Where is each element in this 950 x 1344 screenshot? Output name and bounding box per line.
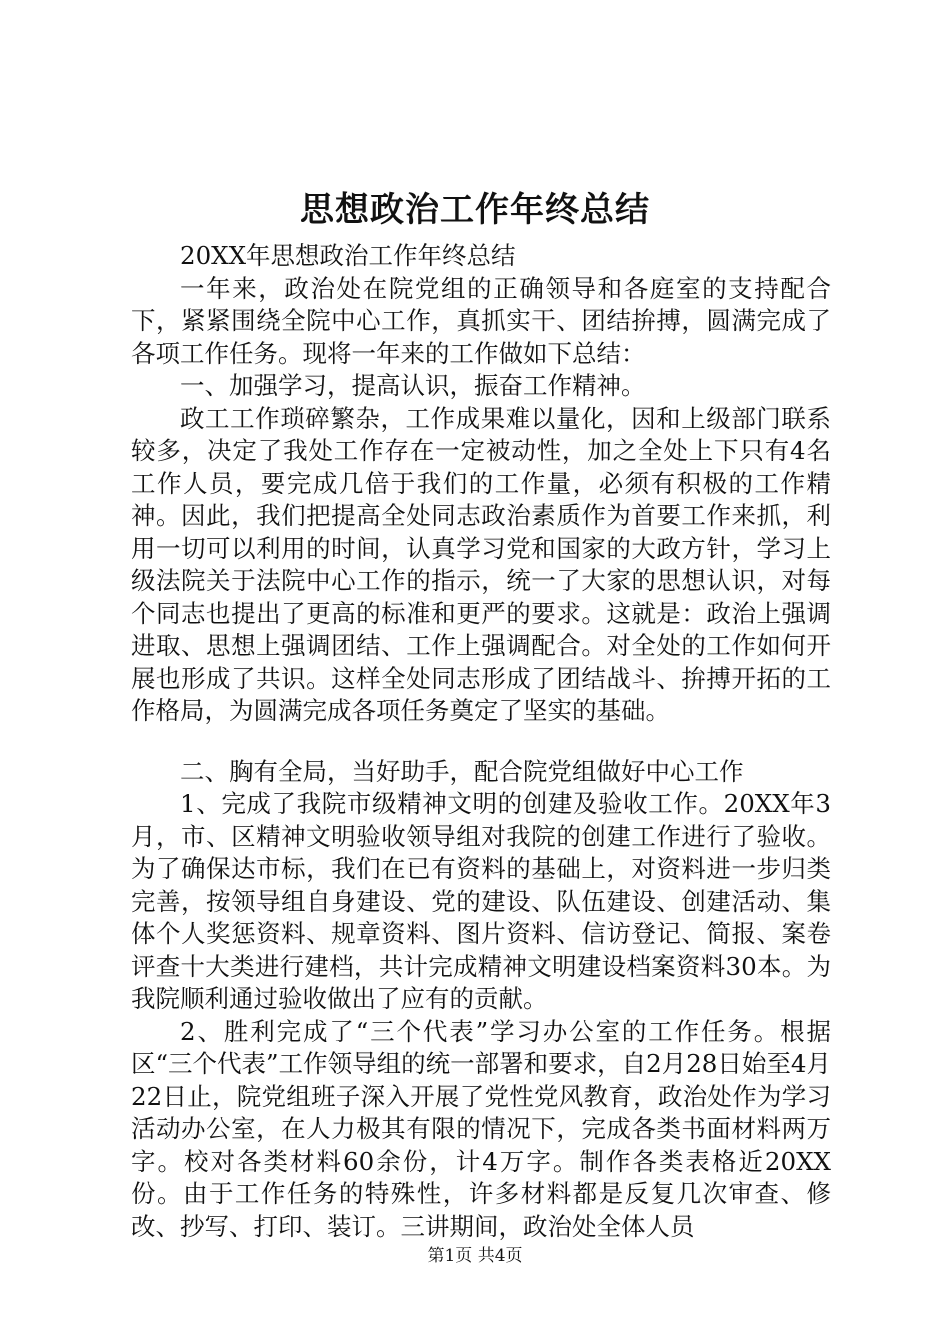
section-heading-one: 一、加强学习，提高认识，振奋工作精神。	[180, 371, 646, 400]
body-paragraph-intro: 一年来，政治处在院党组的正确领导和各庭室的支持配合下，紧紧围绕全院中心工作，真抓实干、团结拚搏，圆满完成了各项工作任务。现将一年来的工作做如下总结：	[131, 273, 831, 368]
body-paragraph-section-one: 政工工作琐碎繁杂，工作成果难以量化，因和上级部门联系较多，决定了我处工作存在一定被动性，加之全处上下只有4名工作人员，要完成几倍于我们的工作量，必须有积极的工作精神。因此，我们把提高全处同志政治素质作为首要工作来抓，利用一切可以利用的时间，认真学习党和国家的大政方针，学习上级法院关于法院中心工作的指示，统一了大家的思想认识，对每个同志也提出了更高的标准和更严的要求。这就是：政治上强调进取、思想上强调团结、工作上强调配合。对全处的工作如何开展也形成了共识。这样全处同志形成了团结战斗、拚搏开拓的工作格局，为圆满完成各项任务奠定了坚实的基础。	[131, 403, 831, 725]
document-title: 思想政治工作年终总结	[300, 190, 650, 230]
body-paragraph-subtitle: 20XX年思想政治工作年终总结	[180, 241, 516, 270]
body-paragraph-item-one: 1、完成了我院市级精神文明的创建及验收工作。20XX年3月，市、区精神文明验收领导组对我院的创建工作进行了验收。为了确保达市标，我们在已有资料的基础上，对资料进一步归类完善，按领导组自身建设、党的建设、队伍建设、创建活动、集体个人奖惩资料、规章资料、图片资料、信访登记、简报、案卷评查十大类进行建档，共计完成精神文明建设档案资料30本。为我院顺利通过验收做出了应有的贡献。	[131, 789, 831, 1013]
body-paragraph-item-two: 2、胜利完成了“三个代表”学习办公室的工作任务。根据区“三个代表”工作领导组的统一部署和要求，自2月28日始至4月22日止，院党组班子深入开展了党性党风教育，政治处作为学习活动办公室，在人力极其有限的情况下，完成各类书面材料两万字。校对各类材料60余份，计4万字。制作各类表格近20XX份。由于工作任务的特殊性，许多材料都是反复几次审查、修改、抄写、打印、装订。三讲期间，政治处全体人员	[131, 1016, 831, 1241]
page-number-footer: 第1页 共4页	[427, 1246, 523, 1266]
document-body	[131, 240, 831, 1243]
section-heading-two: 二、胸有全局，当好助手，配合院党组做好中心工作	[180, 756, 744, 786]
